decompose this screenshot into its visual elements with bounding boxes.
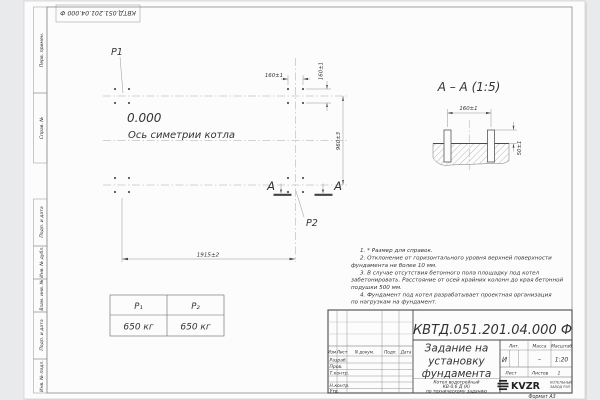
symmetry-axis-label: Ось симетрии котла (128, 130, 235, 141)
scale-label: Масштаб (551, 344, 572, 350)
mass-value: – (538, 356, 541, 364)
doc-title-line2: установку (428, 355, 485, 368)
note-line: по нагрузкам на фундамент. (351, 299, 437, 306)
dim-text-160-v: 160±1 (318, 61, 325, 81)
doc-title-line3: фундамента (421, 368, 492, 380)
lit-value: И (501, 356, 508, 364)
side-label-inv-dubl: Инв. № дубл. (40, 246, 45, 278)
note-line: забетонировать. Расстояние от осей крайних колонн до края бетонной (351, 277, 564, 284)
anchor-bolt-right (488, 130, 495, 162)
load-table-header-p1: P₁ (134, 302, 143, 312)
p1-load-label: P1 (111, 47, 123, 58)
doc-subtitle-line1: Котел водогрейный (433, 380, 480, 386)
side-label-podp2: Подп. и дата (40, 319, 45, 351)
sheets-label: Листов (531, 371, 549, 377)
titleblock-doc-number: КВТД.051.201.04.000 Ф (412, 323, 573, 338)
col-izm: Изм. (327, 349, 338, 355)
section-title: А – А (1:5) (437, 80, 501, 94)
kvzr-logo-text: KVZR (511, 381, 540, 392)
format-label: Формат А3 (528, 395, 556, 400)
lit-label: Лит. (508, 344, 520, 350)
col-dokum: N докум. (354, 349, 375, 355)
side-label-inv-podl: Инв. № подл. (40, 360, 45, 392)
doc-subtitle-line3: по техническому заданию (425, 389, 488, 395)
row-nkontr: Н.контр. (329, 384, 350, 389)
sheets-value: 1 (557, 371, 561, 377)
note-line: 1. * Размер для справок. (360, 248, 433, 254)
dim-text-960: 960±3 (336, 131, 342, 151)
dim-text-160-h: 160±1 (264, 73, 284, 79)
side-label-sprav: Справ. № (40, 116, 45, 140)
section-letter-left: А (267, 179, 275, 193)
side-label-vzam: Взам. инв. № (40, 279, 45, 311)
section-dim-text-50: 50±1 (517, 140, 523, 156)
company-name-line2: ЗАВОД РЭП (550, 385, 571, 389)
col-list: Лист (336, 349, 348, 355)
doc-title-line1: Задание на (424, 342, 489, 355)
top-stamp-number: КВТД.051.201.04.000 Ф (60, 9, 136, 16)
row-utv: Утв. (329, 389, 339, 395)
note-line: фундамента не более 10 мм. (351, 263, 437, 269)
row-prov: Пров. (329, 365, 343, 370)
load-table-header-p2: P₂ (191, 302, 200, 312)
note-line: 4. Фундамент под котел разрабатывает проектная организация (360, 292, 552, 299)
scale-value: 1:20 (554, 356, 569, 364)
dim-text-1915: 1915±2 (196, 252, 220, 259)
notes-block (351, 248, 564, 306)
col-podp: Подп. (384, 349, 397, 355)
load-table-value-p1: 650 кг (123, 322, 154, 333)
col-data: Дата (400, 349, 412, 355)
level-mark: 0.000 (127, 111, 162, 125)
doc-subtitle-line2: КВ-0,6 Д (К) (442, 385, 471, 391)
section-dim-text-160: 160±1 (459, 106, 478, 112)
p2-load-label: P2 (306, 218, 318, 229)
section-letter-right: А (334, 179, 342, 193)
sheet-label: Лист (505, 371, 517, 377)
mass-label: Масса (532, 344, 547, 350)
side-label-podp1: Подп. и дата (40, 206, 45, 238)
note-line: 3. В случае отсутствия бетонного пола площадку под котел (360, 270, 540, 277)
side-label-perv: Перв. примен. (40, 32, 45, 68)
company-name-line1: КОТЕЛЬНЫЙ (550, 380, 573, 385)
row-tkontr: Т.контр. (329, 371, 350, 377)
anchor-bolt-left (444, 130, 451, 162)
row-razrab: Разраб. (329, 358, 348, 364)
title-block (328, 310, 573, 395)
note-line: 2. Отклонение от горизонтального уровня верхней поверхности (360, 255, 552, 262)
note-line: подушки 500 мм. (351, 285, 402, 291)
load-table-value-p2: 650 кг (180, 322, 211, 333)
